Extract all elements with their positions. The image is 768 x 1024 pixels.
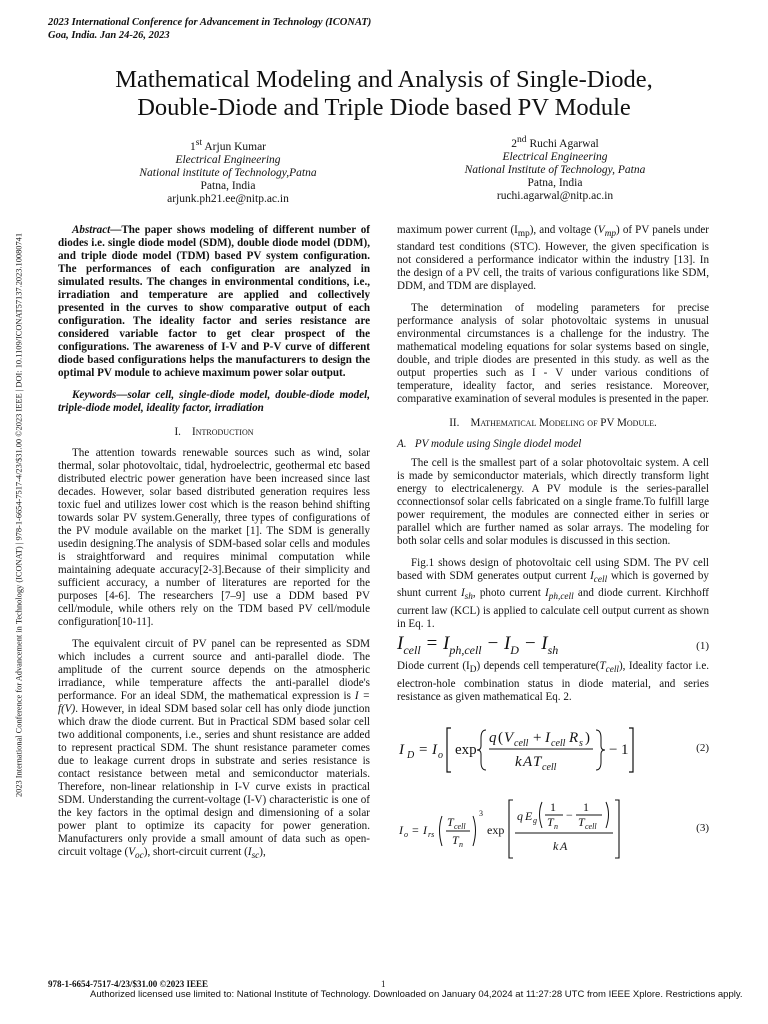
isc-subscript: sc	[251, 851, 260, 862]
right-column	[397, 224, 709, 868]
intro-p2-part-b: . However, in ideal SDM based solar cell has only diode junction which draw the diode current. But in Practical SDM based solar cell two additional components, i.e., series and shunt resistance are added to represent practical SDM. The shunt resistance parameter comes due to leakage current drops in substrate and series resistance is contact resistance between metal and semiconductor materials. Therefore, non-linear relationship in I-V curve exists in practical SDM. Understanding the current-voltage (I-V) characteristic is one of the key factors in the optimal design and dimensioning of a solar power plant to optimize its capacity for power generation. Manufacturers only provide a small amount of data such as open-circuit voltage (	[58, 703, 370, 858]
eq2-open-paren: (	[498, 729, 503, 746]
eq3-eg: E	[525, 808, 533, 823]
equation-2	[397, 718, 709, 780]
iph-symbol: I	[545, 587, 549, 600]
right-p1-part-b: ), and voltage (	[529, 224, 598, 236]
voc-subscript: oc	[135, 851, 144, 862]
footer-copyright: 978-1-6654-7517-4/23/$31.00 ©2023 IEEE	[48, 979, 208, 989]
author-1-block	[100, 136, 356, 206]
eq2-left-brace	[477, 730, 486, 770]
right-paragraph-1	[397, 224, 709, 293]
eq2-plus: +	[533, 729, 542, 746]
eq2-io-sub: o	[438, 749, 443, 761]
paper-title-line-2: Double-Diode and Triple Diode based PV Module	[137, 94, 631, 121]
right-p4-part-a: Fig.1 shows design of photovoltaic cell using SDM. The PV cell based with SDM generates output current	[397, 557, 709, 583]
author-2-email[interactable]: ruchi.agarwal@nitp.ac.in	[496, 189, 614, 202]
eq2-minus: −	[609, 741, 618, 758]
eq3-left-bracket	[509, 800, 513, 858]
intro-paragraph-1: The attention towards renewable sources such as wind, solar thermal, solar photovoltaic, tidal, hydroelectric, geothermal etc based distributed electric power generation have been increased since last decades. However, solar based distributed generation requires less toxic fuel and utilizes lower cost which is the reason behind shifting towards solar PV system.Generally, three types of configurations of the PV module available on the market [1]. The SDM is generally usedin designing.The analysis of SDM-based solar cells and modules is straightforward and requires minimal computation while maintaining adequate accuracy[2-3].Because of their simplicity and sufficient accuracy, a number of literatures are reported for the purposes [4-6]. The researchers [7–9] use a DDM based PV cell/module, while others rely on the TDM based PV cell/module configuration[10-11].	[58, 447, 370, 628]
right-p5-part-c: ), Ideality factor i.e. electron-hole combination status in diode material, and series resistance as given mathematical Eq. 2.	[397, 660, 710, 703]
paper-title-line-1: Mathematical Modeling and Analysis of Single-Diode,	[115, 66, 653, 93]
author-2-institute: National Institute of Technology, Patna	[464, 163, 646, 176]
eq3-irs-sub: rs	[428, 829, 435, 839]
section-2-title: Mathematical Modeling of PV Module.	[470, 417, 657, 430]
eq3-a: A	[560, 838, 568, 853]
icell-symbol: I	[590, 570, 594, 583]
eq3-tcell-2: T	[578, 814, 585, 829]
eq3-one-2: 1	[583, 799, 589, 814]
tcell-subscript: cell	[605, 665, 619, 676]
license-note: Authorized licensed use limited to: National Institute of Technology. Downloaded on January 04,2024 at 11:27:28 UTC from IEEE Xplore. Restrictions apply.	[90, 989, 743, 1000]
author-1-email[interactable]: arjunk.ph21.ee@nitp.ac.in	[167, 192, 289, 205]
abstract	[58, 224, 370, 380]
intro-p2-part-a: The equivalent circuit of PV panel can be represented as SDM which includes a current source and anti-parallel diode. The amplitude of the current source depends on the atmospheric irradiance, while temperature affects the anti-parallel diode's performance. For an ideal SDM, the mathematical expression is	[58, 638, 370, 702]
eq1-ish: I	[541, 632, 548, 654]
abstract-text: —The paper shows modeling of different number of diodes i.e. single diode model (SDM), double diode model (DDM), and triple diode model (TDM) based PV system configuration. The performances of each configuration are analyzed in simulated results. The changes in environmental conditions, i.e., irradiation and temperature are applied and collectively presented in the curves to show comparative output of each configuration. The ideality factor and series resistance are considered variable factor to get clear prospect of the configurations. The awareness of I-V and P-V curve of different diode based configurations helps the manufacturers to design the optimal PV module to achieve maximum power solar output.	[58, 224, 370, 379]
author-2-name-text: Ruchi Agarwal	[529, 137, 599, 150]
right-paragraph-3: The cell is the smallest part of a solar photovoltaic system. A cell is made by semiconductor materials, which directly transform light energy to electricalenergy. A PV module is the series-parallel cconnectionsof solar cells fabricated on a single frame.To fulfill large power requirement, the modules are connected either in series or parallel which are further named as solar arrays. The modeling for both solar cells and solar modules is discussed in this section.	[397, 457, 709, 548]
right-paragraph-2: The determination of modeling parameters for precise performance analysis of solar photovoltaic systems in unusual environmental circumstances is a challenge for the industry. The mathematical modeling equations for solar systems based on single, double, and triple diodes are presented in this study. as well as the output properties such as I - V under various conditions of temperature, ideality factor, and series resistance. Moreover, comparative examination of several modules is presented in the paper.	[397, 302, 709, 406]
left-column	[58, 224, 370, 863]
intro-paragraph-2	[58, 638, 370, 863]
eq1-icell: I	[397, 632, 404, 654]
eq1-equals: =	[425, 632, 439, 654]
section-2-number: II.	[449, 417, 460, 430]
keywords	[58, 389, 370, 415]
ish-symbol: I	[460, 587, 465, 600]
equation-2-number: (2)	[696, 742, 709, 755]
eq1-minus-2: −	[523, 632, 537, 654]
eq2-icell: I	[545, 729, 550, 746]
eq2-rs-sub: s	[579, 737, 583, 749]
eq3-left-paren	[440, 816, 443, 846]
eq1-minus-1: −	[486, 632, 500, 654]
paper-title	[40, 66, 728, 122]
intro-p2-part-c: ), short-circuit current (	[143, 846, 248, 858]
section-1-title: Introduction	[192, 426, 254, 438]
intro-p2-part-d: ),	[259, 846, 266, 858]
imp-subscript: mp	[517, 229, 530, 240]
author-1-ordinal: 1	[189, 140, 196, 153]
conference-name: 2023 International Conference for Advancement in Technology (ICONAT)	[48, 17, 372, 28]
eq3-minus: −	[566, 807, 573, 822]
subsection-a-title: PV module using Single diodel model	[414, 438, 582, 451]
eq2-id-sub: D	[407, 749, 415, 761]
eq2-close-paren: )	[585, 729, 590, 746]
equation-3	[397, 794, 709, 864]
right-p4-part-b: which is governed by shunt current	[397, 570, 709, 600]
eq3-k: k	[553, 838, 559, 853]
eq3-io-sub: o	[404, 829, 408, 839]
author-2-city: Patna, India	[527, 176, 583, 189]
right-paragraph-4	[397, 557, 709, 630]
eq3-right-paren	[473, 816, 476, 846]
icell-subscript: cell	[593, 575, 608, 586]
eq2-right-bracket	[629, 728, 633, 772]
keywords-text: —solar cell, single-diode model, double-diode model, triple-diode model, ideality factor, irradiation	[58, 389, 370, 414]
eq1-iph: I	[442, 632, 450, 654]
author-2-ordinal: 2	[511, 137, 517, 150]
eq2-a: A	[523, 753, 533, 770]
section-1-number: I.	[174, 426, 181, 438]
eq3-inner-right-paren	[606, 802, 609, 828]
equation-1-body	[397, 632, 559, 657]
eq3-irs: I	[423, 822, 427, 837]
eq2-exp: exp	[455, 741, 477, 758]
author-1-dept: Electrical Engineering	[175, 153, 281, 166]
conference-header	[48, 16, 371, 42]
author-2-block	[430, 133, 680, 203]
right-p5-part-b: ) depends cell temperature(	[476, 660, 600, 673]
section-heading-introduction	[58, 426, 370, 439]
eq3-exponent: 3	[479, 808, 483, 818]
vmp-subscript: mp	[604, 229, 616, 240]
eq3-io: I	[399, 822, 403, 837]
eq3-tcell-2-sub: cell	[585, 821, 597, 831]
eq2-io: I	[432, 741, 437, 758]
eq1-icell-sub: cell	[403, 642, 421, 657]
vmp-symbol: V	[597, 224, 605, 236]
eq2-r: R	[569, 729, 579, 746]
eq1-id-sub: D	[510, 642, 519, 657]
eq3-eg-sub: g	[533, 815, 537, 825]
eq2-right-brace	[596, 730, 605, 770]
right-p4-part-d: and diode current. Kirchhoff current law (KCL) is applied to calculate cell output current as shown in Eq. 1.	[397, 587, 710, 630]
eq2-icell-sub: cell	[551, 737, 566, 749]
eq2-vcell-sub: cell	[514, 737, 529, 749]
eq2-tcell-sub: cell	[542, 761, 557, 773]
right-p1-part-a: maximum power current (I	[397, 224, 518, 236]
eq2-equals: =	[419, 741, 428, 758]
eq3-tn-sub: n	[459, 839, 463, 849]
equation-2-body	[397, 718, 677, 780]
right-paragraph-5	[397, 660, 709, 703]
intro-p2-expression: I = f(V)	[58, 690, 370, 715]
eq3-exp: exp	[487, 822, 505, 837]
eq1-iph-sub: ph,cell	[449, 642, 482, 657]
author-2-dept: Electrical Engineering	[502, 150, 608, 163]
eq3-q: q	[517, 808, 523, 823]
equation-3-number: (3)	[696, 822, 709, 835]
eq3-right-bracket	[615, 800, 619, 858]
eq1-id: I	[503, 632, 511, 654]
eq3-tn: T	[452, 832, 459, 847]
right-p1-part-c: ) of PV panels under standard test conditions (STC). However, the given specification is not considered a performance indicator within the industry [13]. In the design of a PV cell, the traits of various configurations like SDM, DDM, and TDM are displayed.	[397, 224, 709, 293]
side-citation	[12, 185, 26, 845]
eq3-inner-left-paren	[540, 802, 543, 828]
id-subscript: D	[469, 665, 477, 676]
author-2-ordinal-suffix: nd	[516, 134, 527, 145]
eq2-one: 1	[621, 741, 629, 758]
equation-1-number: (1)	[696, 640, 709, 653]
eq3-equals: =	[412, 822, 419, 837]
eq2-id: I	[399, 741, 404, 758]
author-1-city: Patna, India	[200, 179, 256, 192]
abstract-lead: Abstract	[72, 224, 111, 236]
eq2-tcell: T	[533, 753, 542, 770]
voc-symbol: V	[128, 846, 136, 858]
eq2-vcell: V	[504, 729, 514, 746]
author-1-institute: National institute of Technology,Patna	[139, 166, 317, 179]
page-number: 1	[381, 979, 386, 989]
eq3-tn-2: T	[547, 814, 554, 829]
author-1-name	[100, 136, 356, 154]
ish-subscript: sh	[464, 592, 473, 603]
isc-symbol: I	[247, 846, 252, 858]
eq3-tcell-sub: cell	[454, 821, 466, 831]
author-2-name	[430, 133, 680, 151]
tcell-symbol: T	[599, 660, 606, 673]
iph-subscript: ph,cell	[548, 592, 574, 603]
author-1-name-text: Arjun Kumar	[204, 140, 267, 153]
right-p5-part-a: Diode current (I	[397, 660, 470, 673]
right-p4-part-c: , photo current	[472, 587, 546, 600]
side-citation-text: 2023 International Conference for Advancement in Technology (ICONAT) | 978-1-6654-7517-4/23/$31.00 ©2023 IEEE | DOI: 10.1109/ICONAT57137.2023.10080741	[14, 232, 24, 798]
eq3-one-1: 1	[550, 799, 556, 814]
subsection-a-label: A.	[397, 438, 407, 451]
eq3-tcell: T	[447, 814, 454, 829]
section-heading-modeling	[397, 417, 709, 430]
eq2-k: k	[515, 753, 522, 770]
subsection-heading-a	[397, 438, 709, 451]
eq2-q: q	[489, 729, 497, 746]
author-1-ordinal-suffix: st	[195, 137, 203, 148]
conference-location: Goa, India. Jan 24-26, 2023	[48, 30, 170, 41]
equation-1	[397, 632, 709, 657]
equation-3-body	[397, 794, 677, 864]
eq3-tn-2-sub: n	[554, 821, 558, 831]
eq2-left-bracket	[447, 728, 451, 772]
keywords-lead: Keywords	[72, 389, 117, 401]
eq1-ish-sub: sh	[547, 642, 559, 657]
